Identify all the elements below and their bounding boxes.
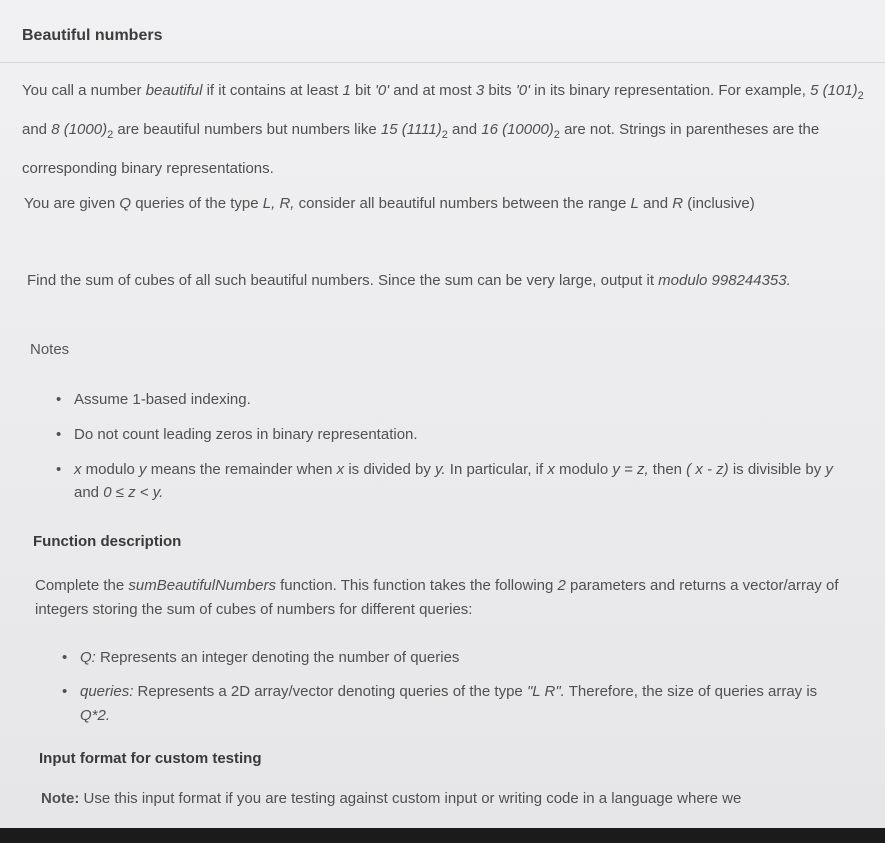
bullet-icon: • bbox=[56, 391, 62, 408]
output-paragraph: Find the sum of cubes of all such beautiful numbers. Since the sum can be very large, output it modulo 998244353. bbox=[27, 272, 791, 289]
notes-list bbox=[56, 388, 856, 516]
queries-paragraph: You are given Q queries of the type L, R, consider all beautiful numbers between the range L and R (inclusive) bbox=[24, 195, 755, 212]
bullet-icon: • bbox=[56, 461, 62, 478]
title-divider bbox=[0, 62, 885, 63]
notes-label: Notes bbox=[30, 341, 70, 358]
list-item: • Q: Represents an integer denoting the number of queries bbox=[62, 646, 842, 670]
list-item: • Do not count leading zeros in binary representation. bbox=[56, 423, 856, 446]
parameter-list bbox=[62, 646, 842, 738]
list-item: • queries: Represents a 2D array/vector denoting queries of the type "L R". Therefore, the size of queries array is Q*2. bbox=[62, 680, 842, 728]
function-description-paragraph: Complete the sumBeautifulNumbers function. This function takes the following 2 parameters and returns a vector/array of integers storing the sum of cubes of numbers for different queries: bbox=[35, 577, 839, 618]
input-format-heading: Input format for custom testing bbox=[39, 750, 262, 767]
input-format-note: Note: Use this input format if you are testing against custom input or writing code in a language where we bbox=[41, 790, 742, 807]
list-item: • x modulo y means the remainder when x is divided by y. In particular, if x modulo y = z, then ( x - z) is divisible by y and 0 ≤ z < y. bbox=[56, 458, 856, 504]
list-item: • Assume 1-based indexing. bbox=[56, 388, 856, 411]
bullet-icon: • bbox=[62, 649, 68, 666]
bullet-icon: • bbox=[62, 683, 68, 700]
function-description-heading: Function description bbox=[33, 533, 182, 550]
problem-statement: You call a number beautiful if it contains at least 1 bit '0' and at most 3 bits '0' in its binary representation. For example, 5 $(101)_2$ and 8 $(1000)_2$ are beautiful numbers but numbers like 15 $(1111)_2$ and 16 $(10000)_2$ are not. Strings in parentheses are the corresponding binary representations. bbox=[22, 82, 864, 177]
monitor-bezel bbox=[0, 828, 885, 843]
bullet-icon: • bbox=[56, 426, 62, 443]
page-title: Beautiful numbers bbox=[22, 27, 163, 44]
